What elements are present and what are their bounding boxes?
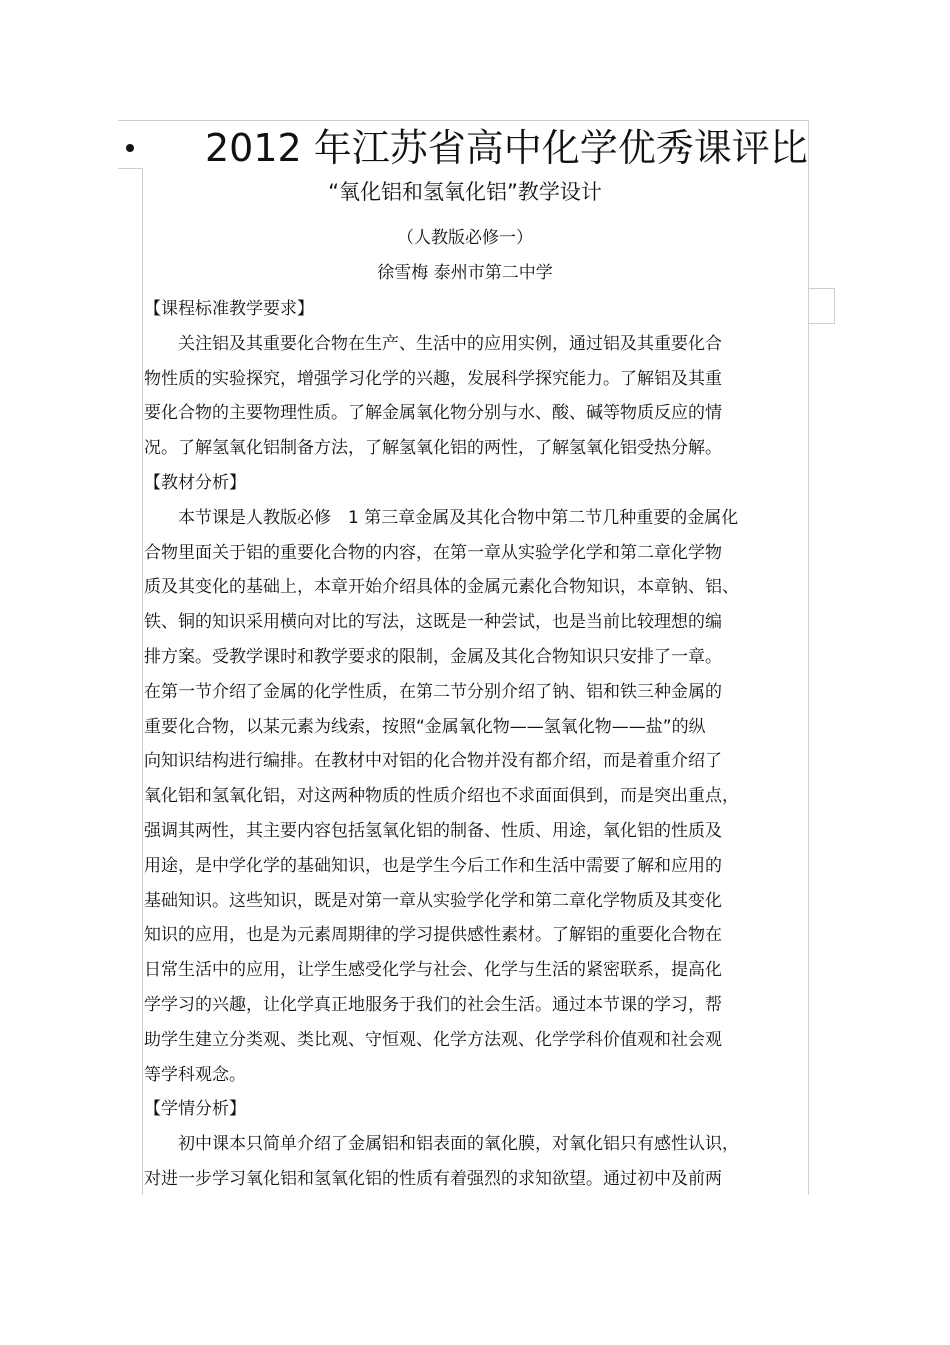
- frame-tab-top: [808, 288, 834, 289]
- body-text: [144, 292, 774, 1197]
- paragraph-line: 在第一节介绍了金属的化学性质，在第二节分别介绍了钠、铝和铁三种金属的: [144, 681, 722, 702]
- paragraph-line: 日常生活中的应用，让学生感受化学与社会、化学与生活的紧密联系，提高化: [144, 960, 722, 981]
- paragraph-line: 质及其变化的基础上，本章开始介绍具体的金属元素化合物知识，本章钠、铝、: [144, 577, 739, 598]
- section-heading-students: 【学情分析】: [144, 1099, 246, 1120]
- page-title: 2012 年江苏省高中化学优秀课评比: [205, 126, 808, 170]
- paragraph-line: 助学生建立分类观、类比观、守恒观、化学方法观、化学学科价值观和社会观: [144, 1029, 722, 1050]
- paragraph-line: 学学习的兴趣，让化学真正地服务于我们的社会生活。通过本节课的学习，帮: [144, 994, 722, 1015]
- paragraph-line: 氧化铝和氢氧化铝，对这两种物质的性质介绍也不求面面俱到，而是突出重点，: [144, 786, 739, 807]
- author-line: 徐雪梅 泰州市第二中学: [377, 263, 553, 283]
- paragraph-line: 对进一步学习氧化铝和氢氧化铝的性质有着强烈的求知欲望。通过初中及前两: [144, 1168, 722, 1189]
- paragraph-line: 况。了解氢氧化铝制备方法，了解氢氧化铝的两性，了解氢氧化铝受热分解。: [144, 438, 722, 459]
- paragraph-line: 排方案。受教学课时和教学要求的限制，金属及其化合物知识只安排了一章。: [144, 646, 722, 667]
- frame-top-line: [118, 120, 808, 121]
- frame-tab-bottom: [808, 323, 834, 324]
- paragraph-line: 向知识结构进行编排。在教材中对铝的化合物并没有都介绍，而是着重介绍了: [144, 751, 722, 772]
- section-heading-standards: 【课程标准教学要求】: [144, 299, 314, 319]
- paragraph-line: 等学科观念。: [144, 1064, 246, 1085]
- paragraph-line: 合物里面关于铝的重要化合物的内容，在第一章从实验学化学和第二章化学物: [144, 542, 722, 563]
- paragraph-line: 物性质的实验探究，增强学习化学的兴趣，发展科学探究能力。了解铝及其重: [144, 368, 722, 389]
- paragraph-line: 基础知识。这些知识，既是对第一章从实验学化学和第二章化学物质及其变化: [144, 890, 722, 911]
- paragraph-line: 铁、铜的知识采用横向对比的写法，这既是一种尝试，也是当前比较理想的编: [144, 612, 722, 633]
- paragraph-line: 要化合物的主要物理性质。了解金属氧化物分别与水、酸、碱等物质反应的情: [144, 403, 722, 424]
- frame-left-stub: [118, 168, 142, 169]
- section-heading-textbook: 【教材分析】: [144, 472, 246, 493]
- paragraph-line: 用途，是中学化学的基础知识，也是学生今后工作和生活中需要了解和应用的: [144, 855, 722, 876]
- bullet-dot: [126, 144, 134, 152]
- paragraph-line: 知识的应用，也是为元素周期律的学习提供感性素材。了解铝的重要化合物在: [144, 925, 722, 946]
- page-subtitle: “氧化铝和氢氧化铝”教学设计: [328, 180, 602, 204]
- paragraph-line: 初中课本只简单介绍了金属铝和铝表面的氧化膜，对氧化铝只有感性认识，: [144, 1134, 739, 1155]
- paragraph-line: 重要化合物，以某元素为线索，按照“金属氧化物——氢氧化物——盐”的纵: [144, 716, 706, 737]
- paragraph-line: 本节课是人教版必修 1 第三章金属及其化合物中第二节几种重要的金属化: [144, 507, 739, 528]
- frame-tab-right: [834, 288, 835, 324]
- edition-line: （人教版必修一）: [397, 228, 533, 248]
- paragraph-line: 强调其两性，其主要内容包括氢氧化铝的制备、性质、用途，氧化铝的性质及: [144, 820, 722, 841]
- frame-left-line: [142, 168, 143, 1195]
- paragraph-line: 关注铝及其重要化合物在生产、生活中的应用实例，通过铝及其重要化合: [144, 333, 722, 354]
